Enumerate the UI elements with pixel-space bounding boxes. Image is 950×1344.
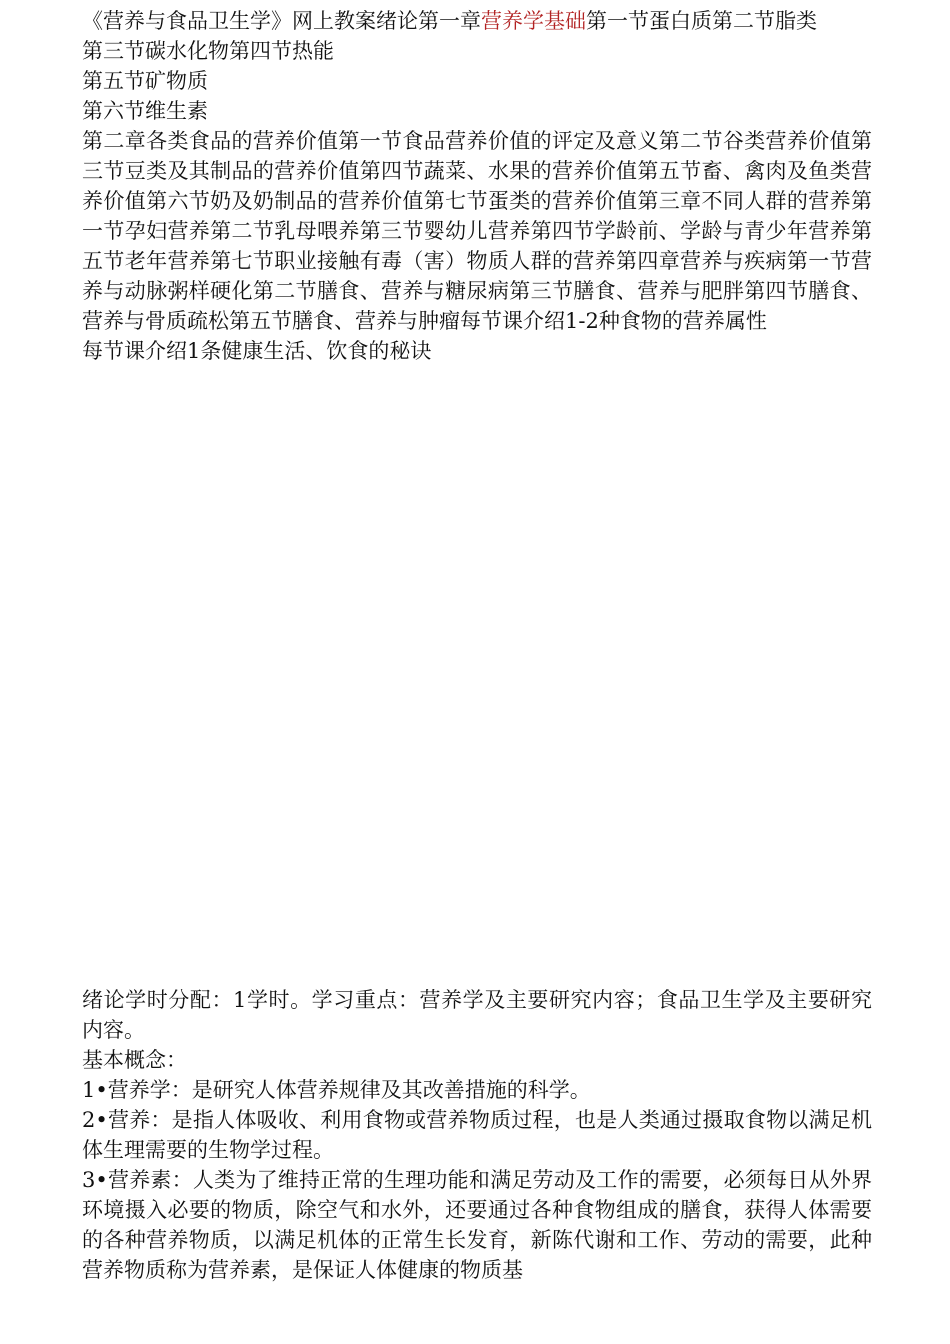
intro-paragraph-5: 3•营养素：人类为了维持正常的生理功能和满足劳动及工作的需要，必须每日从外界环境摄入必要的物质，除空气和水外，还要通过各种食物组成的膳食，获得人体需要的各种营养物质，以满足机体的正常生长发育，新陈代谢和工作、劳动的需要，此种营养物质称为营养素，是保证人体健康的物质基 <box>82 1168 872 1282</box>
toc-title-post: 第一节蛋白质第二节脂类 <box>586 9 817 33</box>
toc-paragraph-5: 第二章各类食品的营养价值第一节食品营养价值的评定及意义第二节谷类营养价值第三节豆类及其制品的营养价值第四节蔬菜、水果的营养价值第五节畜、禽肉及鱼类营养价值第六节奶及奶制品的营养价值第七节蛋类的营养价值第三章不同人群的营养第一节孕妇营养第二节乳母喂养第三节婴幼儿营养第四节学龄前、学龄与青少年营养第五节老年营养第七节职业接触有毒（害）物质人群的营养第四章营养与疾病第一节营养与动脉粥样硬化第二节膳食、营养与糖尿病第三节膳食、营养与肥胖第四节膳食、营养与骨质疏松第五节膳食、营养与肿瘤每节课介绍1-2种食物的营养属性 <box>82 129 872 333</box>
toc-title-highlight: 营养学基础 <box>481 9 586 33</box>
toc-title-pre: 《营养与食品卫生学》网上教案绪论第一章 <box>82 9 481 33</box>
toc-line-4: 第六节维生素 <box>82 99 208 123</box>
intro-paragraph-4: 2•营养：是指人体吸收、利用食物或营养物质过程，也是人类通过摄取食物以满足机体生理需要的生物学过程。 <box>82 1108 872 1162</box>
toc-line-6: 每节课介绍1条健康生活、饮食的秘诀 <box>82 339 432 363</box>
introduction-section <box>82 985 872 1285</box>
intro-paragraph-1: 绪论学时分配：1学时。学习重点：营养学及主要研究内容；食品卫生学及主要研究内容。 <box>82 988 872 1042</box>
toc-title-line <box>82 6 872 36</box>
intro-paragraph-2: 基本概念： <box>82 1048 187 1072</box>
toc-line-3: 第五节矿物质 <box>82 69 208 93</box>
toc-line-2: 第三节碳水化物第四节热能 <box>82 39 334 63</box>
intro-paragraph-3: 1•营养学：是研究人体营养规律及其改善措施的科学。 <box>82 1078 591 1102</box>
table-of-contents <box>82 6 872 366</box>
